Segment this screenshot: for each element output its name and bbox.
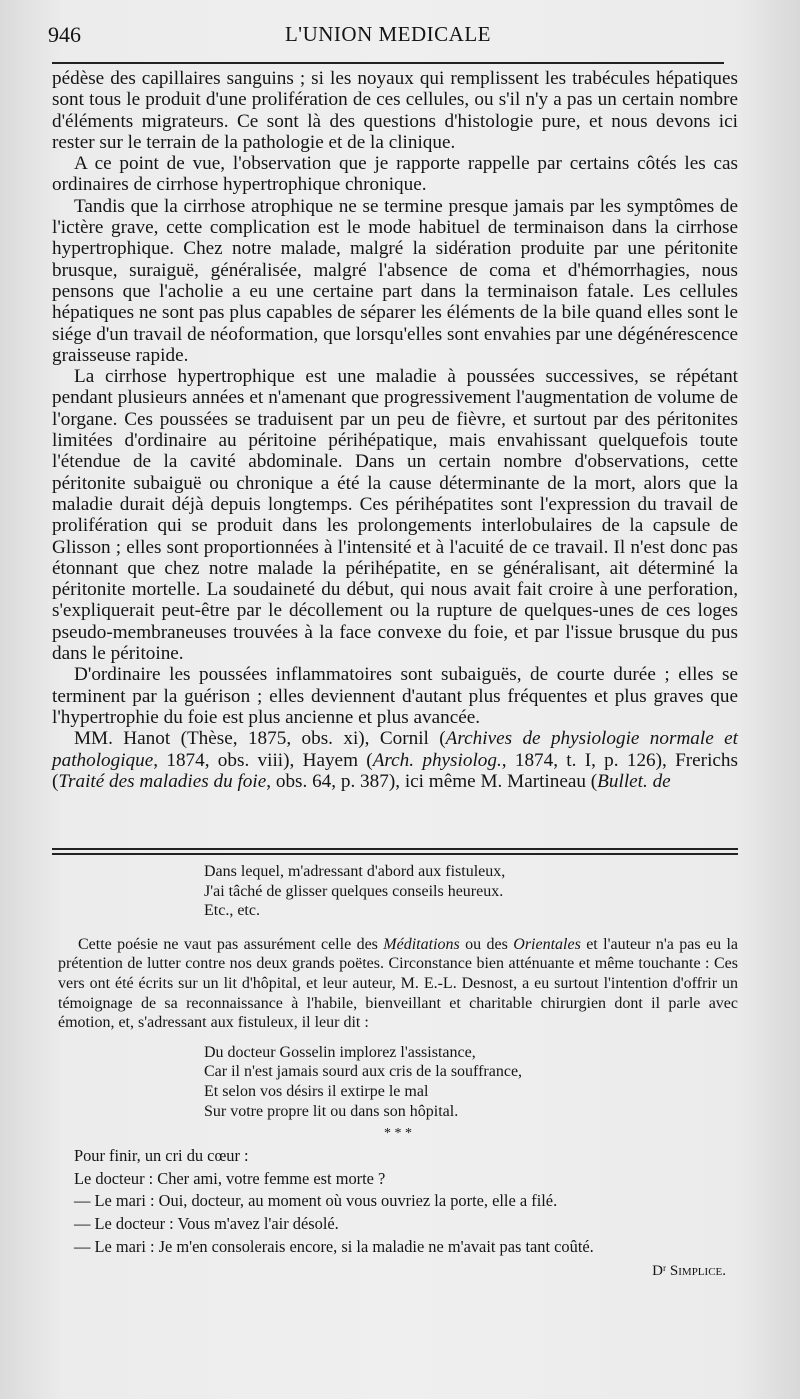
feuilleton <box>58 862 738 1282</box>
dialogue-line: Le docteur : Cher ami, votre femme est morte ? <box>74 1168 386 1188</box>
page-number: 946 <box>48 22 81 47</box>
dialogue-line: Pour finir, un cri du cœur : <box>74 1146 249 1166</box>
verse-block <box>58 1043 738 1121</box>
feuilleton-paragraph: Cette poésie ne vaut pas assurément celle des Méditations ou des Orientales et l'auteur n'a pas eu la prétention de lutter contre nos deux grands poëtes. Circonstance bien atténuante et même touchante : Ces vers ont été écrits sur un lit d'hôpital, et leur auteur, M. E.-L. Desnost, a eu surtout l'intention d'offrir un témoignage de sa reconnaissance à l'habile, bienveillant et charitable chirurgien dont il parle avec émotion, et, s'adressant aux fistuleux, il leur dit : <box>58 935 739 1032</box>
asterism: * * * <box>384 1126 412 1142</box>
running-title: L'UNION MEDICALE <box>284 22 491 46</box>
verse-line: Et selon vos désirs il extirpe le mal <box>204 1082 429 1100</box>
header-rule <box>52 62 724 64</box>
paragraph: La cirrhose hypertrophique est une maladie à poussées successives, se répétant pendant plusieurs années et n'amenant que progressivement l'augmentation de volume de l'organe. Ces poussées se traduisent par un peu de fièvre, et surtout par des péritonites limitées d'ordinaire au péritoine périhépatique, mais envahissant quelquefois toute l'étendue de la cavité abdominale. Dans un certain nombre d'observations, cette péritonite subaiguë ou chronique a été la cause déterminante de la mort, alors que la maladie durait déjà depuis longtemps. Ces périhépatites sont l'expression du travail de prolifération qui se produit dans les prolongements interlobulaires de la capsule de Glisson ; elles sont proportionnées à l'intensité et à l'acuité de ce travail. Il n'est donc pas étonnant que chez notre malade la périhépatite, en se généralisant, ait déterminé la péritonite mortelle. La soudaineté du début, qui nous avait fait croire à une perforation, s'expliquerait peut-être par le décollement ou la rupture de quelques-unes de ces loges pseudo-membraneuses trouvées à la face convexe du foie, et par l'issue brusque du pus dans le péritoine. <box>52 366 738 665</box>
paragraph: Tandis que la cirrhose atrophique ne se termine presque jamais par les symptômes de l'ictère grave, cette complication est le mode habituel de terminaison dans la cirrhose hypertrophique. Chez notre malade, malgré la sidération produite par une péritonite brusque, suraiguë, généralisée, malgré l'absence de coma et d'hémorrhagies, nous pensons que l'acholie a eu une certaine part dans la terminaison fatale. Les cellules hépatiques ne sont pas plus capables de séparer les éléments de la bile quand elles sont le siége d'un travail de néoformation, que lorsqu'elles sont envahies par une dégénérescence graisseuse rapide. <box>52 195 738 366</box>
verse-line: Dans lequel, m'adressant d'abord aux fistuleux, <box>204 863 506 880</box>
feuilleton-separator <box>52 848 738 858</box>
author-signature: Dʳ Simplice. <box>652 1263 726 1280</box>
verse-line: Du docteur Gosselin implorez l'assistance, <box>204 1043 476 1061</box>
dialogue-line: — Le mari : Oui, docteur, au moment où vous ouvriez la porte, elle a filé. <box>74 1191 558 1211</box>
dialogue-line: — Le mari : Je m'en consolerais encore, si la maladie ne m'avait pas tant coûté. <box>74 1236 594 1256</box>
verse-line: Car il n'est jamais sourd aux cris de la souffrance, <box>204 1063 523 1081</box>
verse-line: Etc., etc. <box>204 902 260 920</box>
closing-dialogue <box>58 1145 738 1258</box>
paragraph: D'ordinaire les poussées inflammatoires sont subaiguës, de courte durée ; elles se terminent par la guérison ; elles deviennent d'autant plus fréquentes et plus graves que l'hypertrophie du foie est plus ancienne et plus avancée. <box>52 664 738 728</box>
article-body <box>52 68 738 792</box>
dialogue-line: — Le docteur : Vous m'avez l'air désolé. <box>74 1213 339 1233</box>
verse-line: J'ai tâché de glisser quelques conseils heureux. <box>204 882 504 900</box>
page-header <box>48 22 728 52</box>
verse-block <box>58 862 738 921</box>
verse-line: Sur votre propre lit ou dans son hôpital. <box>204 1102 459 1120</box>
paragraph: pédèse des capillaires sanguins ; si les noyaux qui remplissent les trabécules hépatiques sont tous le produit d'une prolifération de ces cellules, ou s'il n'y a pas un certain nombre d'éléments migrateurs. Ce sont là des questions d'histologie pure, et nous devons ici rester sur le terrain de la pathologie et de la clinique. <box>52 68 738 153</box>
references-paragraph: MM. Hanot (Thèse, 1875, obs. xi), Cornil (Archives de physiologie normale et pathologique, 1874, obs. viii), Hayem (Arch. physiolog., 1874, t. I, p. 126), Frerichs (Traité des maladies du foie, obs. 64, p. 387), ici même M. Martineau (Bullet. de <box>52 728 738 792</box>
paragraph: A ce point de vue, l'observation que je rapporte rappelle par certains côtés les cas ordinaires de cirrhose hypertrophique chronique. <box>52 153 738 196</box>
